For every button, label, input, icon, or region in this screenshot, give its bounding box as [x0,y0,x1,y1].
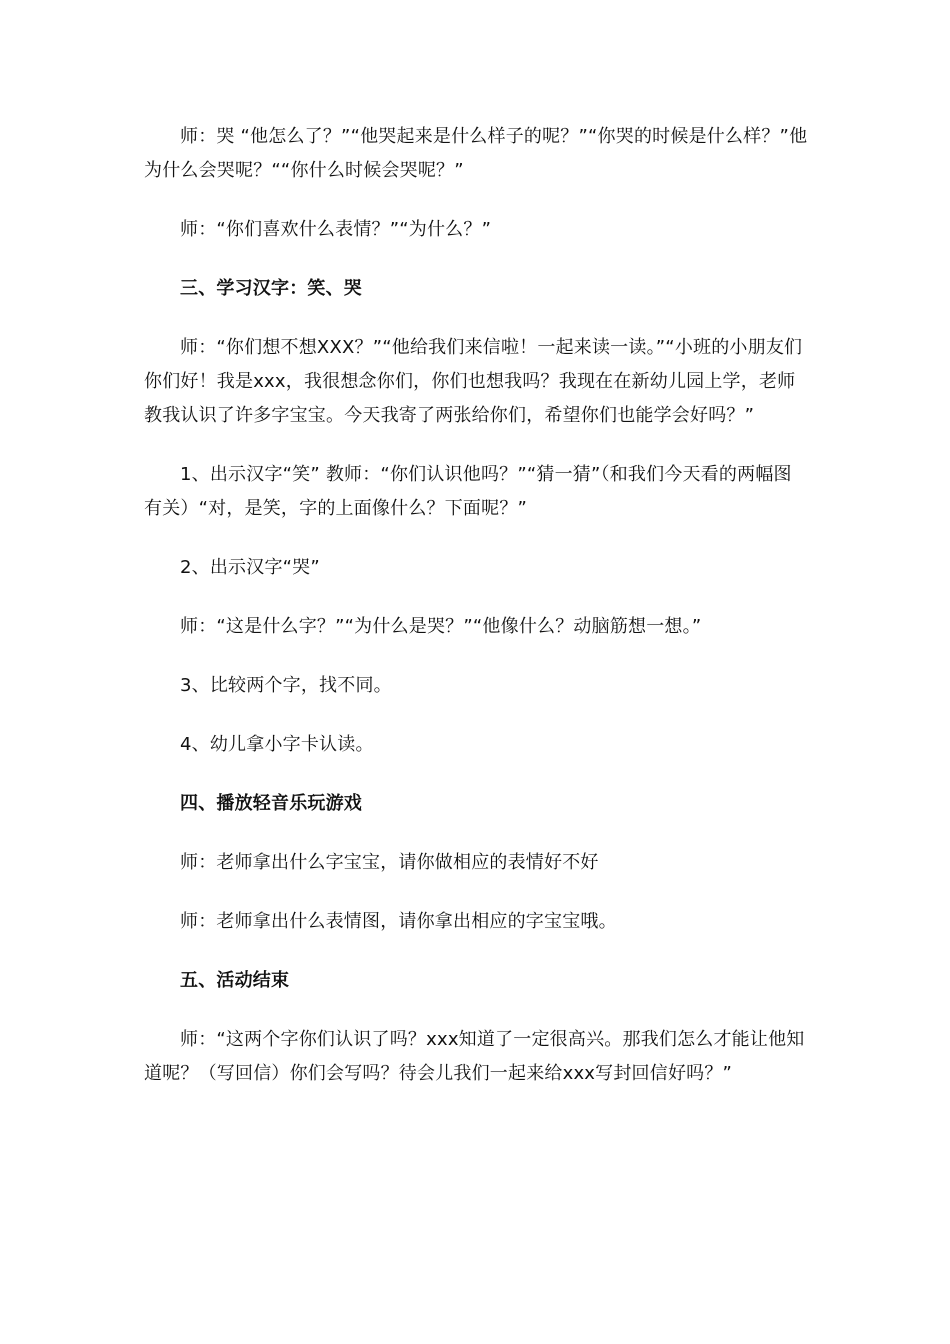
document-page [144,120,808,1116]
paragraph-8: 3、比较两个字，找不同。 [180,675,392,696]
paragraph-2: 师：“你们喜欢什么表情？”“为什么？” [180,219,492,240]
paragraph-5: 1、出示汉字“笑” 教师：“你们认识他吗？”“猜一猜”（和我们今天看的两幅图有关）“对，是笑，字的上面像什么？下面呢？” [144,464,792,519]
section-heading-5: 五、活动结束 [180,970,290,991]
paragraph-4: 师：“你们想不想XXX？”“他给我们来信啦！一起来读一读。”“小班的小朋友们你们好！我是xxx，我很想念你们，你们也想我吗？我现在在新幼儿园上学，老师教我认识了许多字宝宝。今天我寄了两张给你们，希望你们也能学会好吗？” [144,337,803,426]
section-heading-3: 三、学习汉字：笑、哭 [180,278,362,299]
paragraph-11: 师：老师拿出什么字宝宝，请你做相应的表情好不好 [180,852,599,873]
paragraph-9: 4、幼儿拿小字卡认读。 [180,734,374,755]
section-heading-4: 四、播放轻音乐玩游戏 [180,793,362,814]
paragraph-14: 师：“这两个字你们认识了吗？xxx知道了一定很高兴。那我们怎么才能让他知道呢？（写回信）你们会写吗？待会儿我们一起来给xxx写封回信好吗？” [144,1029,805,1084]
paragraph-12: 师：老师拿出什么表情图，请你拿出相应的字宝宝哦。 [180,911,617,932]
paragraph-1: 师：哭 “他怎么了？”“他哭起来是什么样子的呢？”“你哭的时候是什么样？”他为什么会哭呢？““你什么时候会哭呢？” [144,126,808,181]
paragraph-7: 师：“这是什么字？”“为什么是哭？”“他像什么？动脑筋想一想。” [180,616,702,637]
paragraph-6: 2、出示汉字“哭” [180,557,320,578]
